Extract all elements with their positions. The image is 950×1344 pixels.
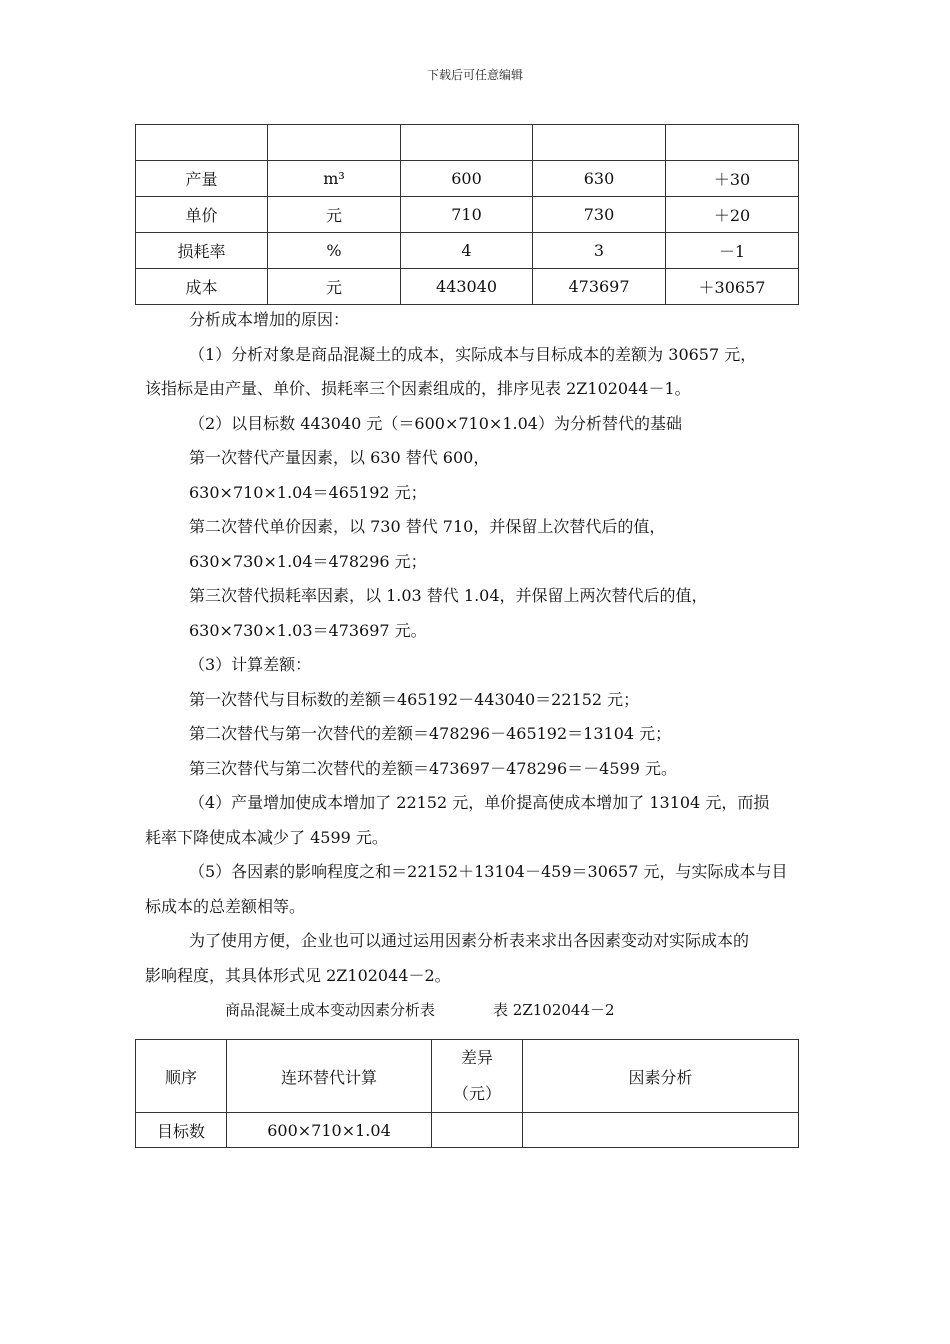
paragraph-line: 分析成本增加的原因：	[189, 310, 350, 329]
table-caption-title: 商品混凝土成本变动因素分析表	[225, 1001, 436, 1019]
table-row	[136, 269, 799, 305]
header-difference-label: 差异	[460, 1048, 493, 1067]
table-header-row	[136, 1040, 799, 1113]
table-cell: ＋20	[666, 197, 799, 233]
table-cell	[401, 125, 533, 161]
paragraph-line: 影响程度，其具体形式见 2Z102044－2。	[145, 965, 451, 985]
paragraph-line: 630×730×1.03＝473697 元。	[189, 620, 427, 640]
paragraph-line: （4）产量增加使成本增加了 22152 元，单价提高使成本增加了 13104 元，而损	[189, 793, 770, 812]
paragraph-line: 630×730×1.04＝478296 元；	[189, 551, 427, 571]
table-row	[136, 233, 799, 269]
paragraph-line: 标成本的总差额相等。	[145, 896, 306, 916]
table-cell: 600×710×1.04	[227, 1113, 432, 1148]
table-cell: 730	[533, 197, 666, 233]
table-cell: 产量	[136, 161, 268, 197]
table-cell	[666, 125, 799, 161]
paragraph-line: 第一次替代与目标数的差额＝465192－443040＝22152 元；	[189, 689, 640, 709]
table-caption	[145, 993, 810, 1028]
table-cell: 元	[268, 269, 401, 305]
paragraph-line: （3）计算差额：	[189, 655, 312, 674]
table-cell	[136, 125, 268, 161]
paragraph-line: （1）分析对象是商品混凝土的成本，实际成本与目标成本的差额为 30657 元，	[189, 344, 757, 364]
table-cell: %	[268, 233, 401, 269]
table-cell: 单价	[136, 197, 268, 233]
table-cell: 443040	[401, 269, 533, 305]
table-row	[136, 125, 799, 161]
paragraph-line: 第一次替代产量因素，以 630 替代 600，	[189, 448, 490, 467]
table-cell: 630	[533, 161, 666, 197]
table-cell	[533, 125, 666, 161]
table-row	[136, 161, 799, 197]
table-cell: m³	[268, 161, 401, 197]
table-cell	[432, 1113, 523, 1148]
header-difference-unit: （元）	[452, 1084, 501, 1103]
paragraph-line: 630×710×1.04＝465192 元；	[189, 482, 427, 502]
table-cell: 3	[533, 233, 666, 269]
paragraph-line: （2）以目标数 443040 元（＝600×710×1.04）为分析替代的基础	[189, 413, 682, 433]
table-caption-number: 表 2Z102044－2	[493, 1001, 615, 1019]
paragraph-line: 第二次替代单价因素，以 730 替代 710，并保留上次替代后的值，	[189, 517, 666, 536]
cost-factor-table	[135, 124, 799, 305]
paragraph-line: 第二次替代与第一次替代的差额＝478296－465192＝13104 元；	[189, 724, 672, 743]
paragraph-line: 耗率下降使成本减少了 4599 元。	[145, 827, 388, 847]
table-row	[136, 1113, 799, 1148]
table-cell: －1	[666, 233, 799, 269]
table-cell: 4	[401, 233, 533, 269]
table-cell: 元	[268, 197, 401, 233]
paragraph-line: 第三次替代损耗率因素，以 1.03 替代 1.04，并保留上两次替代后的值，	[189, 586, 708, 605]
paragraph-line: （5）各因素的影响程度之和＝22152＋13104－459＝30657 元，与实际成本与目	[189, 862, 788, 881]
paragraph-line: 为了使用方便，企业也可以通过运用因素分析表来求出各因素变动对实际成本的	[189, 931, 750, 950]
table-cell	[268, 125, 401, 161]
header-cell-calculation: 连环替代计算	[227, 1040, 432, 1113]
paragraph-line: 该指标是由产量、单价、损耗率三个因素组成的，排序见表 2Z102044－1。	[145, 379, 691, 398]
table-row	[136, 197, 799, 233]
paragraph-line: 第三次替代与第二次替代的差额＝473697－478296＝－4599 元。	[189, 758, 677, 778]
table-cell: 710	[401, 197, 533, 233]
page-header: 下载后可任意编辑	[426, 68, 523, 82]
factor-analysis-table	[135, 1039, 799, 1148]
table-cell: ＋30657	[666, 269, 799, 305]
table-cell: ＋30	[666, 161, 799, 197]
table-cell: 损耗率	[136, 233, 268, 269]
body-text	[145, 303, 810, 1028]
table-cell: 目标数	[136, 1113, 227, 1148]
table-cell: 600	[401, 161, 533, 197]
table-cell: 成本	[136, 269, 268, 305]
header-cell-difference	[432, 1040, 523, 1113]
table-cell	[523, 1113, 799, 1148]
header-cell-factor-analysis: 因素分析	[523, 1040, 799, 1113]
table-cell: 473697	[533, 269, 666, 305]
header-cell-order: 顺序	[136, 1040, 227, 1113]
